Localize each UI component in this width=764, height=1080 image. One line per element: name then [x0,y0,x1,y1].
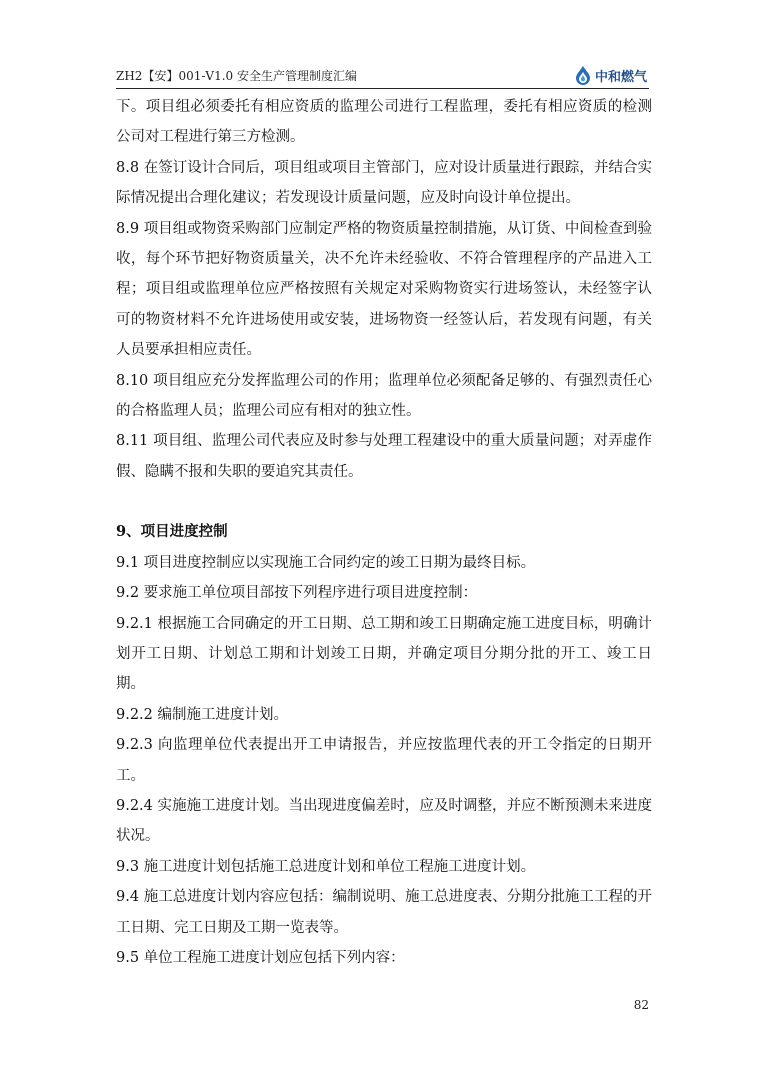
paragraph: 9.4 施工总进度计划内容应包括：编制说明、施工总进度表、分期分批施工工程的开工日期、完工日期及工期一览表等。 [116,889,652,936]
paragraph: 9.3 施工进度计划包括施工总进度计划和单位工程施工进度计划。 [116,858,536,875]
paragraph: 9.2.2 编制施工进度计划。 [116,706,289,723]
document-body [116,92,652,973]
paragraph: 9.2 要求施工单位项目部按下列程序进行项目进度控制： [116,585,478,602]
paragraph: 8.11 项目组、监理公司代表应及时参与处理工程建设中的重大质量问题；对弄虚作假、隐瞒不报和失职的要追究其责任。 [116,433,652,480]
section-heading: 9、项目进度控制 [116,523,228,541]
paragraph: 9.2.4 实施施工进度计划。当出现进度偏差时，应及时调整，并应不断预测未来进度状况。 [116,797,652,845]
logo-text: 中和燃气 [594,69,647,85]
paragraph: 8.9 项目组或物资采购部门应制定严格的物资质量控制措施，从订货、中间检查到验收，每个环节把好物资质量关，决不允许未经验收、不符合管理程序的产品进入工程；项目组或监理单位应严格按照有关规定对采购物资实行进场签认，未经签字认可的物资材料不允许进场使用或安装，进场物资一经签认后，若发现有问题，有关人员要承担相应责任。 [116,220,652,359]
paragraph: 8.8 在签订设计合同后，项目组或项目主管部门，应对设计质量进行跟踪，并结合实际情况提出合理化建议；若发现设计质量问题，应及时向设计单位提出。 [116,159,652,207]
paragraph: 9.5 单位工程施工进度计划应包括下列内容： [116,949,405,966]
paragraph: 9.2.1 根据施工合同确定的开工日期、总工期和竣工日期确定施工进度目标，明确计划开工日期、计划总工期和计划竣工日期，并确定项目分期分批的开工、竣工日期。 [116,615,652,693]
flame-drop-icon [574,65,592,85]
paragraph: 9.1 项目进度控制应以实现施工合同约定的竣工日期为最终目标。 [116,554,536,571]
paragraph: 下。项目组必须委托有相应资质的监理公司进行工程监理，委托有相应资质的检测公司对工程进行第三方检测。 [116,99,652,146]
company-logo [574,65,647,85]
page-number: 82 [633,998,649,1012]
paragraph: 8.10 项目组应充分发挥监理公司的作用；监理单位必须配备足够的、有强烈责任心的合格监理人员；监理公司应有相对的独立性。 [116,372,652,420]
paragraph: 9.2.3 向监理单位代表提出开工申请报告，并应按监理代表的开工令指定的日期开工。 [116,737,652,784]
header-title: ZH2【安】001-V1.0 安全生产管理制度汇编 [116,69,357,83]
page-header [116,60,649,89]
